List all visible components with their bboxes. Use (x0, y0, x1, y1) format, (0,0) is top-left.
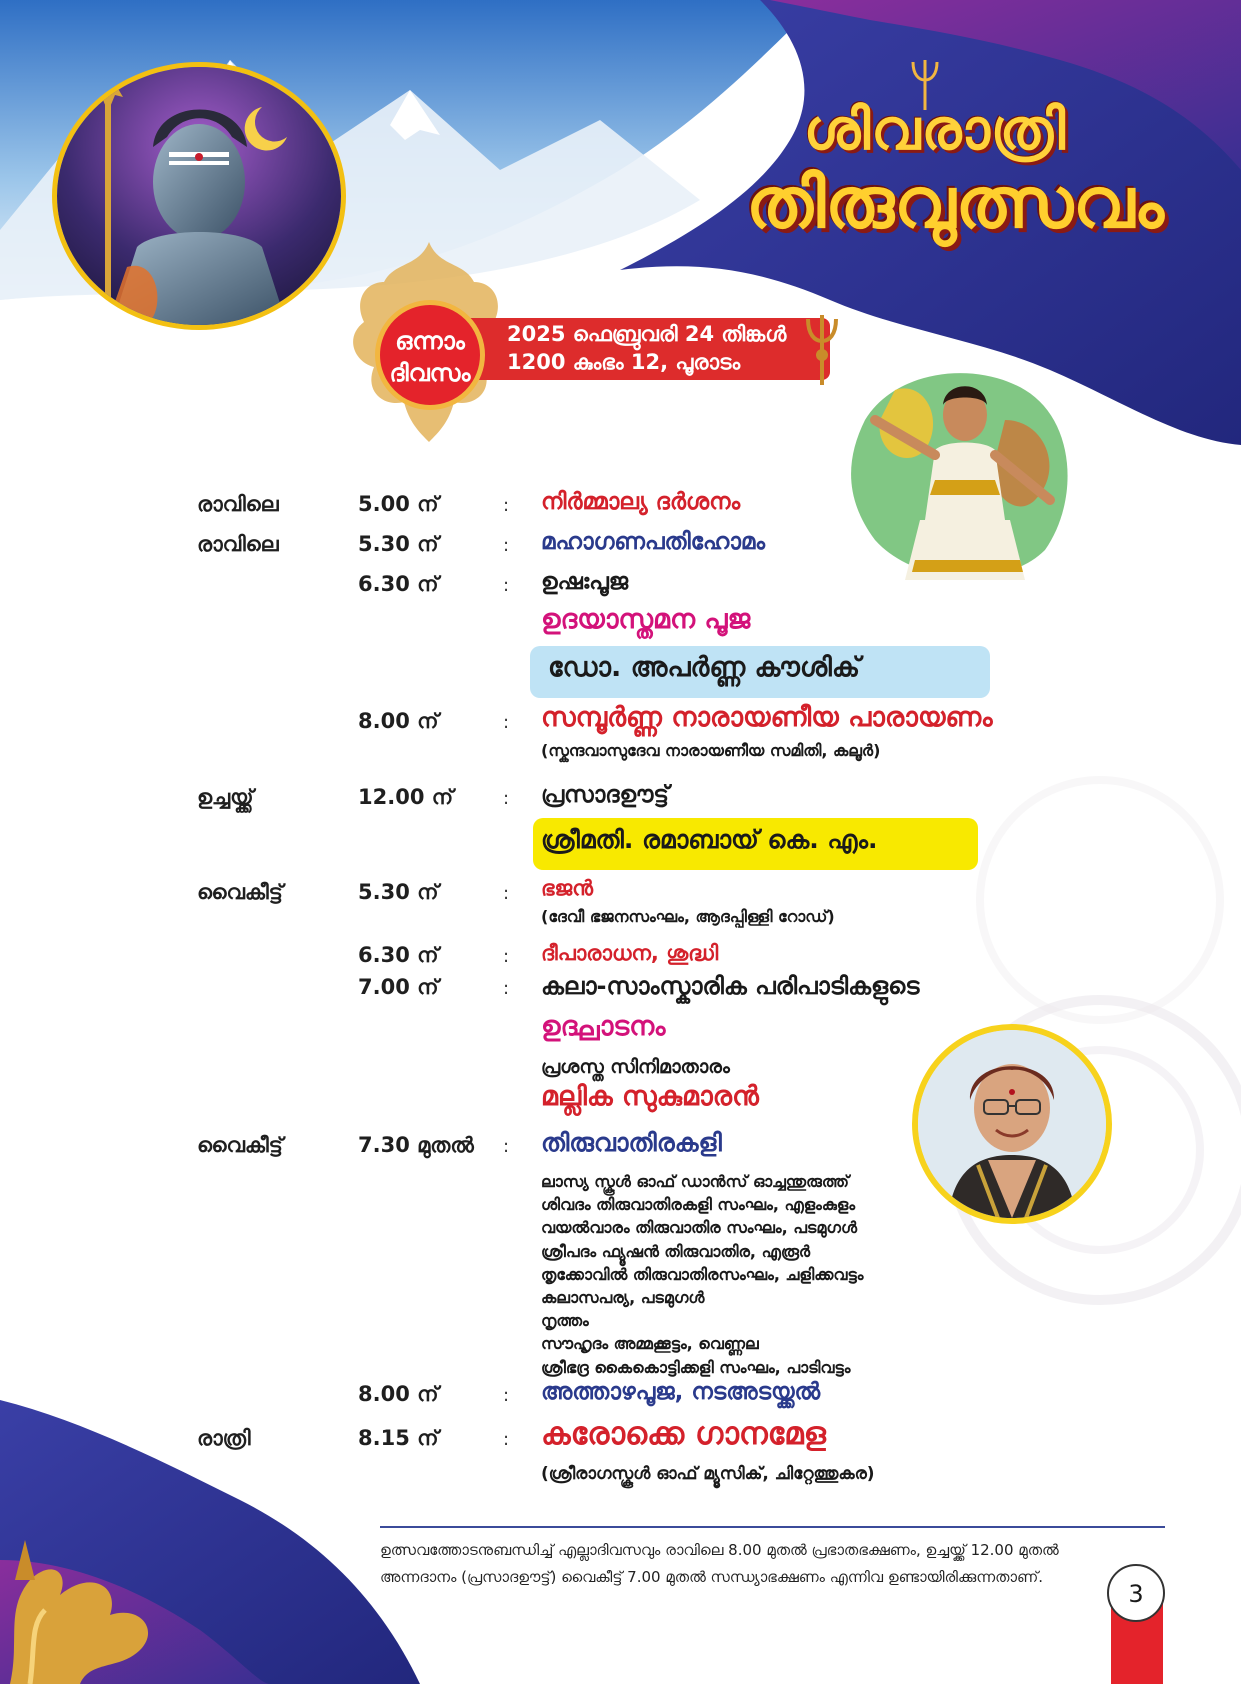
schedule-note: (ദേവീ ഭജനസംഘം, ആദപ്പിള്ളി റോഡ്) (541, 907, 835, 926)
festival-title-line1: ശിവരാത്രി (803, 98, 1067, 163)
schedule-event: പ്രസാദഊട്ട് (541, 782, 669, 808)
schedule-event: അത്താഴപൂജ, നടഅടയ്ക്കൽ (541, 1379, 821, 1405)
list-item: തൃക്കോവിൽ തിരുവാതിരസംഘം, ചളിക്കവട്ടം (541, 1264, 864, 1284)
footer-note (380, 1537, 1140, 1591)
schedule-event: ഉഷഃപൂജ (541, 569, 629, 595)
list-item: ശ്രീഭദ്ര കൈകൊട്ടിക്കളി സംഘം, പാടിവട്ടം (541, 1357, 851, 1377)
list-item: സൗഹൃദം അമ്മക്കൂട്ടം, വെണ്ണല (541, 1334, 759, 1354)
schedule-subevent: ഉദയാസ്തമന പൂജ (541, 604, 751, 635)
schedule-colon: : (503, 575, 510, 596)
schedule-time: 5.30 ന് (358, 880, 439, 904)
schedule-time: 7.30 മുതൽ (358, 1133, 474, 1157)
list-item: ശിവദം തിരുവാതിരകളി സംഘം, എളംകുളം (541, 1195, 856, 1215)
schedule-note: (സ്കന്ദവാസുദേവ നാരായണീയ സമിതി, കലൂർ) (541, 741, 881, 760)
schedule-colon: : (503, 883, 510, 904)
dancer-illustration (835, 360, 1080, 585)
schedule-colon: : (503, 946, 510, 967)
festival-title-line2: തിരുവുത്സവം (746, 162, 1164, 244)
schedule-time: 7.00 ന് (358, 975, 439, 999)
schedule-time: 12.00 ന് (358, 785, 454, 809)
schedule-event: ദീപാരാധന, ശുദ്ധി (541, 941, 719, 965)
schedule-subevent: ഉദ്ഘാടനം (541, 1011, 666, 1042)
date-malayalam: 1200 കുംഭം 12, പൂരാടം (507, 350, 741, 374)
schedule-day: രാത്രി (197, 1426, 251, 1450)
list-item: കലാസപര്യ, പടമുഗൾ (541, 1288, 705, 1308)
day-badge-line2: ദിവസം (389, 359, 471, 387)
performers-list (541, 1170, 863, 1379)
schedule-colon: : (503, 788, 510, 809)
schedule-time: 8.15 ന് (358, 1426, 439, 1450)
schedule-colon: : (503, 978, 510, 999)
schedule-colon: : (503, 1429, 510, 1450)
day-badge-line1: ഒന്നാം (395, 327, 465, 355)
schedule-event: സമ്പൂർണ്ണ നാരായണീയ പാരായണം (541, 702, 993, 733)
guest-title: പ്രശസ്ത സിനിമാതാരം (541, 1056, 730, 1078)
footer-line: ഉത്സവത്തോടനുബന്ധിച്ച് എല്ലാദിവസവും രാവിലെ 8.00 മുതൽ പ്രഭാതഭക്ഷണം, ഉച്ചയ്ക്ക് 12.00 മുതൽ (380, 1541, 1059, 1559)
footer-line: അന്നദാനം (പ്രസാദഊട്ട്) വൈകീട്ട് 7.00 മുതൽ സന്ധ്യാഭക്ഷണം എന്നിവ ഉണ്ടായിരിക്കുന്നതാണ്. (380, 1568, 1044, 1586)
schedule-colon: : (503, 535, 510, 556)
schedule-time: 6.30 ന് (358, 943, 439, 967)
schedule-time: 5.30 ന് (358, 532, 439, 556)
schedule-day: രാവിലെ (197, 532, 279, 556)
schedule-event: തിരുവാതിരകളി (541, 1128, 722, 1157)
schedule-event: ഭജൻ (541, 876, 594, 900)
gold-ornament-icon (0, 1500, 200, 1684)
day-badge (375, 300, 485, 410)
sponsor-name: ശ്രീമതി. രമാബായ് കെ. എം. (541, 825, 878, 854)
schedule-time: 5.00 ന് (358, 492, 439, 516)
schedule-colon: : (503, 1385, 510, 1406)
schedule-note: (ശ്രീരാഗസ്കൂൾ ഓഫ് മ്യൂസിക്, ചിറ്റേത്തുകര) (541, 1464, 875, 1484)
list-item: ലാസ്യ സ്കൂൾ ഓഫ് ഡാൻസ് ഓച്ചന്തുരുത്ത് (541, 1172, 849, 1191)
list-item: ശ്രീപദം ഫ്യൂഷൻ തിരുവാതിര, എരൂർ (541, 1241, 811, 1261)
list-item: നൃത്തം (541, 1311, 589, 1331)
guest-portrait (912, 1024, 1112, 1224)
schedule-event: കരോക്കെ ഗാനമേള (541, 1416, 826, 1452)
schedule-time: 8.00 ന് (358, 709, 439, 733)
schedule-event: കലാ-സാംസ്കാരിക പരിപാടികളുടെ (541, 972, 920, 1000)
schedule-event: മഹാഗണപതിഹോമം (541, 529, 765, 555)
shiva-portrait (52, 62, 346, 330)
schedule-day: വൈകീട്ട് (197, 880, 283, 904)
schedule-colon: : (503, 712, 510, 733)
schedule-colon: : (503, 495, 510, 516)
list-item: വയൽവാരം തിരുവാതിര സംഘം, പടമുഗൾ (541, 1218, 858, 1238)
schedule-day: വൈകീട്ട് (197, 1133, 283, 1157)
schedule-day: ഉച്ചയ്ക്ക് (197, 785, 254, 809)
guest-name: മല്ലിക സുകുമാരൻ (541, 1081, 759, 1112)
date-gregorian: 2025 ഫെബ്രുവരി 24 തിങ്കൾ (507, 322, 787, 346)
schedule-event: നിർമ്മാല്യ ദർശനം (541, 489, 741, 515)
schedule-time: 8.00 ന് (358, 1382, 439, 1406)
footer-divider (380, 1526, 1165, 1528)
page-number: 3 (1107, 1564, 1165, 1622)
schedule-colon: : (503, 1136, 510, 1157)
schedule-day: രാവിലെ (197, 492, 279, 516)
sponsor-name: ഡോ. അപർണ്ണ കൗശിക് (548, 652, 861, 683)
schedule-time: 6.30 ന് (358, 572, 439, 596)
